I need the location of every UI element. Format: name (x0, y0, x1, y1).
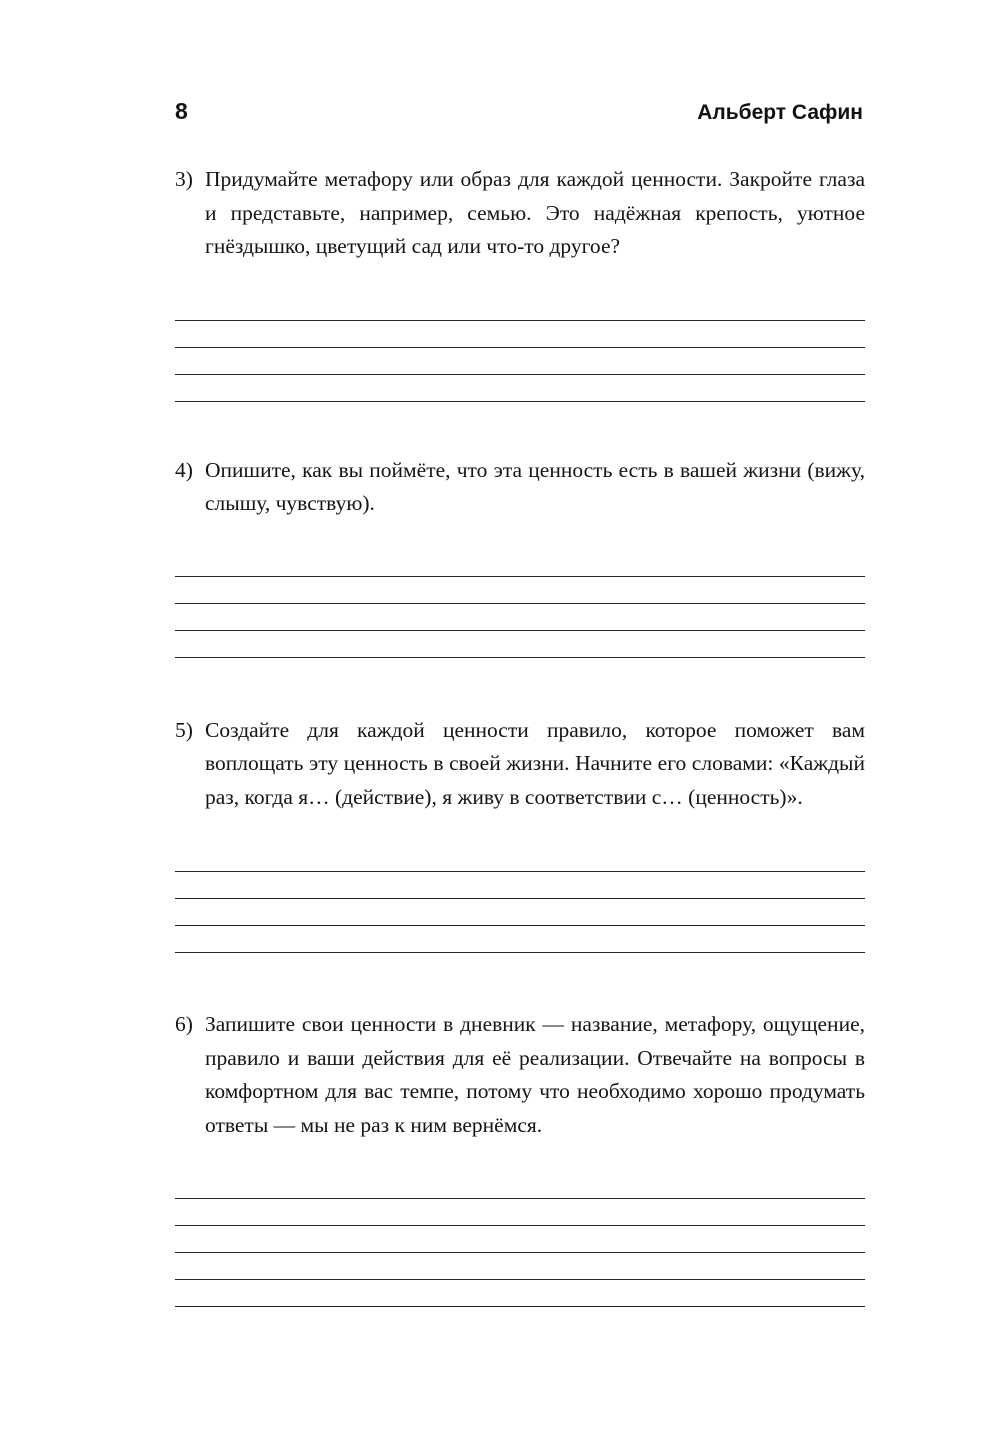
answer-area-3[interactable] (175, 294, 865, 402)
question-5-text: Создайте для каждой ценности правило, которое поможет вам воплощать эту ценность в своей жизни. Начните его словами: «Каждый раз, когда я… (действие), я живу в соответствии с… (ценность)». (205, 717, 865, 809)
question-4 (175, 454, 865, 521)
writing-line[interactable] (175, 845, 865, 872)
writing-line[interactable] (175, 899, 865, 926)
question-3 (175, 163, 865, 264)
question-3-marker: 3) (175, 167, 193, 191)
writing-line[interactable] (175, 1172, 865, 1199)
writing-line[interactable] (175, 375, 865, 402)
question-block-6 (175, 1008, 865, 1307)
question-block-4 (175, 454, 865, 658)
writing-line[interactable] (175, 1226, 865, 1253)
writing-line[interactable] (175, 550, 865, 577)
page-content (175, 163, 865, 1307)
writing-line[interactable] (175, 872, 865, 899)
question-5 (175, 714, 865, 815)
writing-line[interactable] (175, 348, 865, 375)
question-4-marker: 4) (175, 457, 193, 482)
question-block-5 (175, 714, 865, 954)
running-head-author: Альберт Сафин (697, 101, 863, 124)
answer-area-4[interactable] (175, 550, 865, 658)
answer-area-5[interactable] (175, 845, 865, 953)
writing-line[interactable] (175, 1253, 865, 1280)
page-header (175, 98, 863, 125)
page-number: 8 (175, 98, 188, 124)
writing-line[interactable] (175, 1199, 865, 1226)
question-3-text: Придумайте метафору или образ для каждой ценности. Закройте глаза и представьте, например, семью. Это надёжная крепость, уютное гнёздышко, цветущий сад или что-то другое? (205, 167, 865, 258)
answer-area-6[interactable] (175, 1172, 865, 1307)
question-4-text: Опишите, как вы поймёте, что эта ценность есть в вашей жизни (вижу, слышу, чувствую). (205, 457, 865, 515)
writing-line[interactable] (175, 1280, 865, 1307)
writing-line[interactable] (175, 631, 865, 658)
question-5-marker: 5) (175, 717, 193, 742)
writing-line[interactable] (175, 604, 865, 631)
writing-line[interactable] (175, 926, 865, 953)
question-6 (175, 1008, 865, 1142)
writing-line[interactable] (175, 294, 865, 321)
question-6-marker: 6) (175, 1012, 193, 1036)
writing-line[interactable] (175, 577, 865, 604)
writing-line[interactable] (175, 321, 865, 348)
question-block-3 (175, 163, 865, 402)
question-6-text: Запишите свои ценности в дневник — название, метафору, ощущение, правило и ваши действия для её реализации. Отвечайте на вопросы в комфортном для вас темпе, потому что необходимо хорошо продумать ответы — мы не раз к ним вернёмся. (205, 1012, 865, 1137)
